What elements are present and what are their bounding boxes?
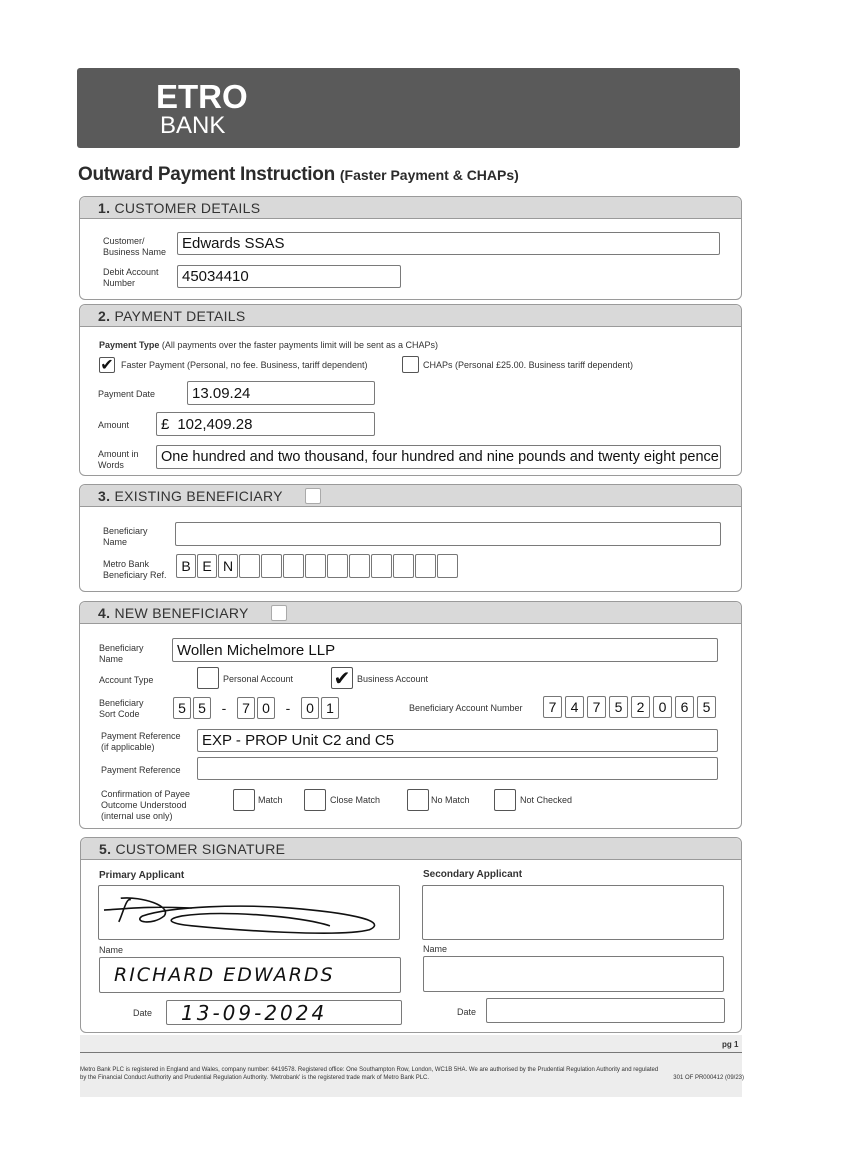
chaps-checkbox[interactable] [402, 356, 419, 373]
payment-date-field[interactable]: 13.09.24 [187, 381, 375, 405]
business-account-checkbox[interactable]: ✔ [331, 667, 353, 689]
cop-not-checked-label: Not Checked [520, 795, 573, 805]
sort-code-label: Beneficiary Sort Code [99, 698, 144, 719]
cop-not-checked-checkbox[interactable] [494, 789, 516, 811]
title-sub: (Faster Payment & CHAPs) [339, 167, 519, 183]
section-header: 4. NEW BENEFICIARY [80, 602, 741, 624]
ref-cell[interactable] [239, 554, 260, 578]
primary-date-label: Date [133, 1008, 153, 1018]
ref-cell[interactable]: B [176, 554, 196, 578]
section-header: 1. CUSTOMER DETAILS [80, 197, 741, 219]
secondary-date-label: Date [457, 1007, 477, 1017]
ref-cell[interactable] [327, 554, 348, 578]
section-new-beneficiary [79, 601, 742, 829]
new-beneficiary-checkbox[interactable] [271, 605, 287, 621]
account-cell[interactable]: 0 [653, 696, 672, 718]
logo-top: ETRO [156, 78, 248, 115]
secondary-applicant-label: Secondary Applicant [423, 869, 523, 880]
faster-payment-checkbox[interactable]: ✔ [100, 357, 114, 374]
section-header: 3. EXISTING BENEFICIARY [80, 485, 741, 507]
beneficiary-ref-cells [176, 554, 458, 578]
personal-account-label: Personal Account [223, 674, 294, 684]
customer-name-field[interactable]: Edwards SSAS [177, 232, 720, 255]
personal-account-checkbox[interactable] [197, 667, 219, 689]
payment-reference-2-label: Payment Reference [101, 765, 181, 775]
section-header: 5. CUSTOMER SIGNATURE [81, 838, 741, 860]
debit-account-field[interactable]: 45034410 [177, 265, 401, 288]
primary-applicant-label: Primary Applicant [99, 870, 185, 881]
amount-words-field[interactable]: One hundred and two thousand, four hundred and nine pounds and twenty eight pence [156, 445, 721, 469]
cop-label: Confirmation of Payee Outcome Understood (internal use only) [101, 789, 191, 821]
account-cell[interactable]: 4 [565, 696, 584, 718]
ref-cell[interactable] [305, 554, 326, 578]
ref-cell[interactable] [415, 554, 436, 578]
existing-beneficiary-name-label: Beneficiary Name [103, 526, 148, 547]
ref-cell[interactable]: E [197, 554, 217, 578]
cop-match-label: Match [258, 795, 283, 805]
cop-close-match-checkbox[interactable] [304, 789, 326, 811]
ref-cell[interactable] [371, 554, 392, 578]
cop-no-match-checkbox[interactable] [407, 789, 429, 811]
sort-cell[interactable]: 7 [237, 697, 255, 719]
amount-field[interactable]: £ 102,409.28 [156, 412, 375, 436]
logo-bottom: BANK [160, 112, 226, 139]
account-type-label: Account Type [99, 675, 154, 685]
account-number-label: Beneficiary Account Number [409, 703, 523, 713]
primary-name-field[interactable]: RICHARD EDWARDS [99, 957, 401, 993]
section-payment-details [79, 304, 742, 476]
primary-name-label: Name [99, 945, 124, 955]
beneficiary-ref-label: Metro Bank Beneficiary Ref. [103, 559, 167, 580]
form-code: 301 OF PR000412 (09/23) [673, 1075, 744, 1082]
ref-cell[interactable] [349, 554, 370, 578]
sort-code-cells [173, 697, 339, 719]
ref-cell[interactable] [283, 554, 304, 578]
customer-name-label: Customer/ Business Name [103, 236, 167, 257]
footer-legal: Metro Bank PLC is registered in England and Wales, company number: 6419578. Registered office: One Southampton Row, London, WC1B 5HA. We are authorised by the Prudential Regulation Authority and regulated by the Financial Conduct Authority and Prudential Regulation Authority. 'Metrobank' is the registered trade mark of Metro Bank PLC. 301 OF PR000412 (09/23) [80, 1067, 744, 1082]
account-cell[interactable]: 7 [587, 696, 606, 718]
secondary-signature-box[interactable] [422, 885, 724, 940]
account-cell[interactable]: 7 [543, 696, 562, 718]
footer-divider [80, 1052, 742, 1053]
section-customer-details [79, 196, 742, 300]
sort-cell[interactable]: 0 [301, 697, 319, 719]
section-header: 2. PAYMENT DETAILS [80, 305, 741, 327]
new-beneficiary-name-label: Beneficiary Name [99, 643, 144, 664]
ref-cell[interactable]: N [218, 554, 238, 578]
account-cell[interactable]: 2 [631, 696, 650, 718]
section-existing-beneficiary [79, 484, 742, 592]
cop-close-match-label: Close Match [330, 795, 381, 805]
secondary-date-field[interactable] [486, 998, 725, 1023]
primary-date-field[interactable]: 13-09-2024 [166, 1000, 402, 1025]
sort-dash: - [285, 700, 291, 716]
account-cell[interactable]: 6 [675, 696, 694, 718]
signature-scribble [103, 886, 399, 939]
sort-cell[interactable]: 5 [193, 697, 211, 719]
sort-cell[interactable]: 5 [173, 697, 191, 719]
cop-match-checkbox[interactable] [233, 789, 255, 811]
sort-dash: - [221, 700, 227, 716]
existing-beneficiary-name-field[interactable] [175, 522, 721, 546]
title-main: Outward Payment Instruction [78, 164, 335, 185]
secondary-name-field[interactable] [423, 956, 724, 992]
ref-cell[interactable] [437, 554, 458, 578]
payment-reference-1-label: Payment Reference (if applicable) [101, 731, 181, 752]
amount-words-label: Amount in Words [98, 449, 139, 470]
chaps-label: CHAPs (Personal £25.00. Business tariff dependent) [423, 360, 633, 370]
page-title [78, 164, 519, 186]
existing-beneficiary-checkbox[interactable] [305, 488, 321, 504]
faster-payment-label: Faster Payment (Personal, no fee. Business, tariff dependent) [121, 360, 368, 370]
payment-reference-2-field[interactable] [197, 757, 718, 780]
account-cell[interactable]: 5 [609, 696, 628, 718]
amount-label: Amount [98, 420, 130, 430]
sort-cell[interactable]: 1 [321, 697, 339, 719]
account-cell[interactable]: 5 [697, 696, 716, 718]
payment-reference-1-field[interactable]: EXP - PROP Unit C2 and C5 [197, 729, 718, 752]
secondary-name-label: Name [423, 944, 448, 954]
primary-signature-box[interactable] [98, 885, 400, 940]
account-number-cells [543, 696, 716, 718]
business-account-label: Business Account [357, 674, 429, 684]
section-customer-signature [80, 837, 742, 1033]
payment-date-label: Payment Date [98, 389, 156, 399]
cop-no-match-label: No Match [431, 795, 470, 805]
page-number: pg 1 [722, 1040, 739, 1049]
currency-symbol: £ [161, 415, 170, 433]
ref-cell[interactable] [261, 554, 282, 578]
new-beneficiary-name-field[interactable]: Wollen Michelmore LLP [172, 638, 718, 662]
payment-type-label: Payment Type (All payments over the faster payments limit will be sent as a CHAPs) [99, 340, 438, 350]
sort-cell[interactable]: 0 [257, 697, 275, 719]
ref-cell[interactable] [393, 554, 414, 578]
debit-account-label: Debit Account Number [103, 267, 159, 288]
